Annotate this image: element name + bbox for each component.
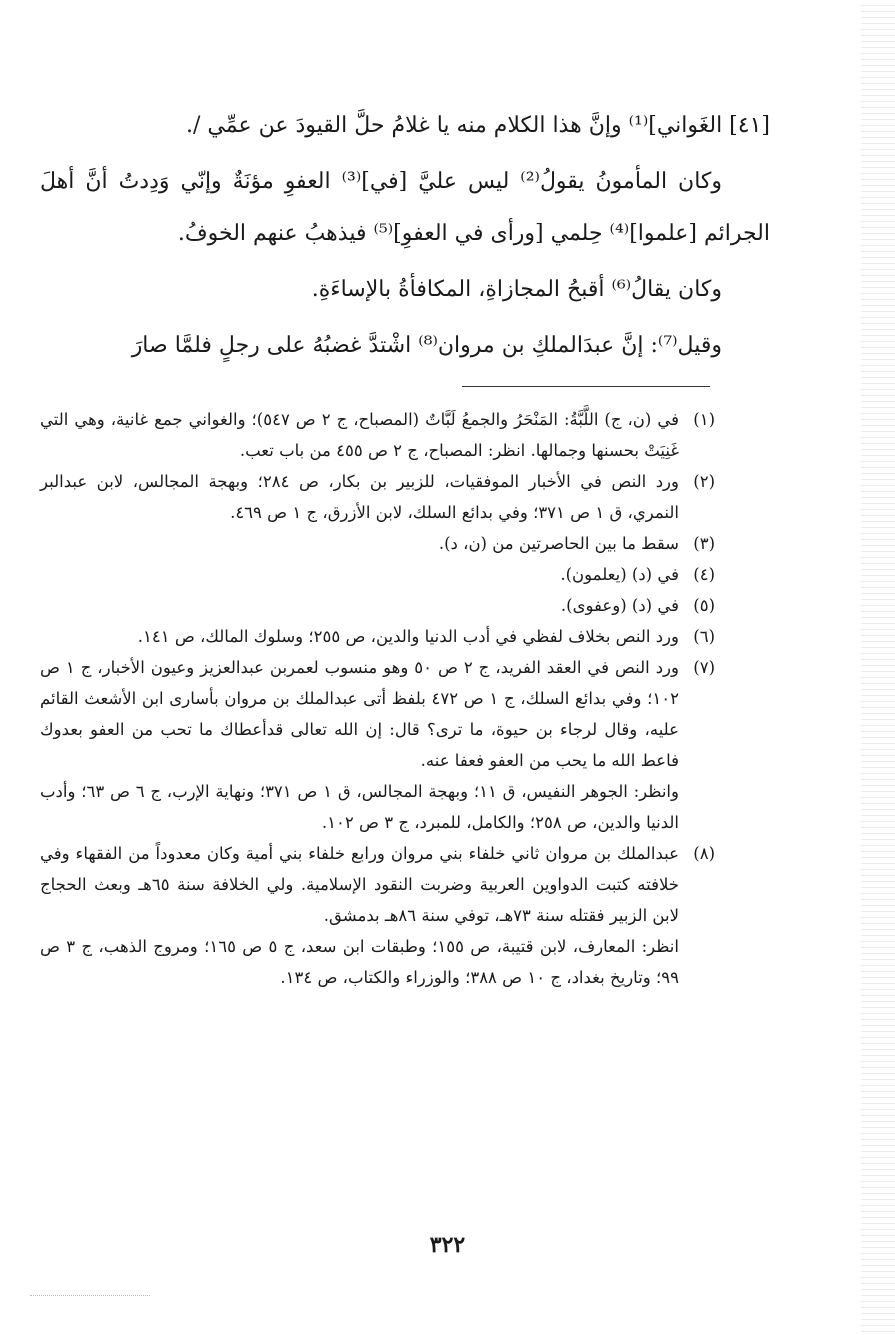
footnote-text: ورد النص في الأخبار الموفقيات، للزبير بن بكار، ص ٢٨٤؛ وبهجة المجالس، لابن عبدالبر النمري، ق ١ ص ٣٧١؛ وفي بدائع السلك، لابن الأزرق، ج ١ ص ٤٦٩. xyxy=(40,472,679,522)
footnote-separator xyxy=(462,386,710,387)
footnote-text: في (ن، ج) اللَّبَّةُ: المَنْحَرُ والجمعُ لَبَّاتٌ (المصباح، ج ٢ ص ٥٤٧)؛ والغواني جمع غانية، وهي التي غَنِيَتْ بحسنها وجمالها. انظر: المصباح، ج ٢ ص ٤٥٥ من باب تعب. xyxy=(40,410,679,460)
footnote-number: (٢) xyxy=(693,472,715,491)
footnote-number: (١) xyxy=(693,410,715,429)
footnote-text: سقط ما بين الحاصرتين من (ن، د). xyxy=(438,534,679,553)
footnote-text: ورد النص بخلاف لفظي في أدب الدنيا والدين، ص ٢٥٥؛ وسلوك المالك، ص ١٤١. xyxy=(137,627,679,646)
footnote-number: (٦) xyxy=(693,627,715,646)
main-text xyxy=(40,100,770,372)
footnote xyxy=(40,559,715,590)
scan-dots-artifact xyxy=(30,1295,150,1298)
footnote-text: عبدالملك بن مروان ثاني خلفاء بني مروان ورابع خلفاء بني أمية وكان معدوداً من الفقهاء وفي خلافته كتبت الدواوين العربية وضربت النقود الإسلامية. ولي الخلافة سنة ٦٥هـ وبعث الحجاج لابن الزبير فقتله سنة ٧٣هـ، توفي سنة ٨٦هـ بدمشق. xyxy=(40,844,679,925)
footnote-number: (٣) xyxy=(693,534,715,553)
main-paragraph: [٤١] الغَواني]⁽¹⁾ وإنَّ هذا الكلام منه يا غلامُ حلَّ القيودَ عن عمِّي /. xyxy=(186,113,770,138)
footnote-number: (٧) xyxy=(693,658,715,677)
footnote xyxy=(40,528,715,559)
footnote xyxy=(40,404,715,466)
footnote xyxy=(40,466,715,528)
footnote-number: (٥) xyxy=(693,596,715,615)
footnote-continuation: انظر: المعارف، لابن قتيبة، ص ١٥٥؛ وطبقات ابن سعد، ج ٥ ص ١٦٥؛ ومروج الذهب، ج ٣ ص ٩٩؛ وتاريخ بغداد، ج ١٠ ص ٣٨٨؛ والوزراء والكتاب، ص ١٣٤. xyxy=(40,937,679,987)
footnote-number: (٤) xyxy=(693,565,715,584)
page-number: ٣٢٢ xyxy=(429,1232,466,1258)
footnote-text: ورد النص في العقد الفريد، ج ٢ ص ٥٠ وهو منسوب لعمربن عبدالعزيز وعيون الأخبار، ج ١ ص ١٠٢؛ وفي بدائع السلك، ج ١ ص ٤٧٢ بلفظ أتى عبدالملك بن مروان بأسارى ابن الأشعث القائم عليه، وقال لرجاء بن حيوة، ما ترى؟ قال: إن الله تعالى قدأعطاك ما تحب من العفو بعدوك فاعط الله ما يحب من العفو فعفا عنه. xyxy=(40,658,679,770)
scan-edge-artifact xyxy=(861,0,895,1335)
main-paragraph: وكان المأمونُ يقولُ⁽²⁾ ليس عليَّ [في]⁽³⁾ العفوِ مؤنَةٌ وإنّي وَدِدتُ أنَّ أهلَ الجرائم [علموا]⁽⁴⁾ حِلمي [ورأى في العفوِ]⁽⁵⁾ فيذهبُ عنهم الخوفُ. xyxy=(40,169,770,246)
footnote-number: (٨) xyxy=(693,844,715,863)
main-paragraph: وقيل⁽⁷⁾: إنَّ عبدَالملكِ بن مروان⁽⁸⁾ اشْتدَّ غضبُهُ على رجلٍ فلمَّا صارَ xyxy=(131,333,722,358)
footnote xyxy=(40,838,715,993)
main-paragraph: وكان يقالُ⁽⁶⁾ أقبحُ المجازاةِ، المكافأةُ بالإساءَةِ. xyxy=(311,277,722,302)
footnote xyxy=(40,652,715,838)
footnote-text: في (د) (وعفوى). xyxy=(560,596,679,615)
footnotes xyxy=(40,404,715,993)
footnote xyxy=(40,590,715,621)
footnote-continuation: وانظر: الجوهر النفيس، ق ١١؛ وبهجة المجالس، ق ١ ص ٣٧١؛ ونهاية الإرب، ج ٦ ص ٦٣؛ وأدب الدنيا والدين، ص ٢٥٨؛ والكامل، للمبرد، ج ٣ ص ١٠٢. xyxy=(40,782,679,832)
footnote-text: في (د) (يعلمون). xyxy=(560,565,679,584)
footnote xyxy=(40,621,715,652)
